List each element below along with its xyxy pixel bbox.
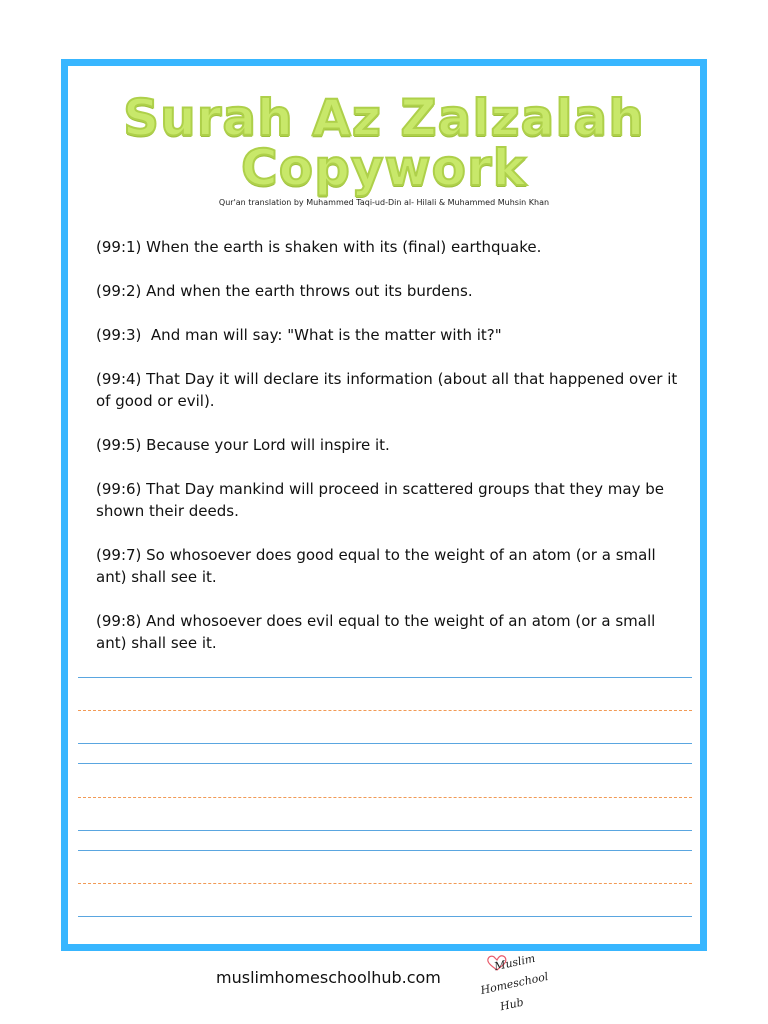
writing-line-top	[78, 850, 692, 851]
footer-website: muslimhomeschoolhub.com	[216, 968, 441, 987]
logo-text-line-3: Hub	[498, 995, 525, 1014]
translation-credit: Qur'an translation by Muhammed Taqi-ud-Din al- Hilali & Muhammed Muhsin Khan	[218, 198, 550, 207]
writing-line-top	[78, 763, 692, 764]
logo-text-line-1: Muslim	[493, 951, 537, 974]
verse-list	[96, 236, 686, 676]
worksheet-frame	[61, 59, 707, 951]
brand-logo	[478, 952, 552, 1022]
writing-line-midline	[78, 883, 692, 884]
page-title-subline: Copywork	[241, 139, 527, 197]
verse-8: (99:8) And whosoever does evil equal to the weight of an atom (or a small ant) shall see it.	[96, 612, 661, 652]
writing-line-midline	[78, 797, 692, 798]
verse-7: (99:7) So whosoever does good equal to the weight of an atom (or a small ant) shall see it.	[96, 546, 661, 586]
writing-line-baseline	[78, 743, 692, 744]
verse-6: (99:6) That Day mankind will proceed in scattered groups that they may be shown their deeds.	[96, 480, 669, 520]
verse-3: (99:3) And man will say: "What is the matter with it?"	[96, 326, 502, 344]
logo-text-line-2: Homeschool	[479, 969, 550, 998]
page-title: Surah Az Zalzalah	[123, 89, 645, 147]
writing-line-midline	[78, 710, 692, 711]
verse-2: (99:2) And when the earth throws out its burdens.	[96, 282, 473, 300]
writing-line-baseline	[78, 916, 692, 917]
verse-1: (99:1) When the earth is shaken with its (final) earthquake.	[96, 238, 542, 256]
verse-5: (99:5) Because your Lord will inspire it.	[96, 436, 390, 454]
writing-line-top	[78, 677, 692, 678]
writing-line-baseline	[78, 830, 692, 831]
verse-4: (99:4) That Day it will declare its information (about all that happened over it of good or evil).	[96, 370, 683, 410]
